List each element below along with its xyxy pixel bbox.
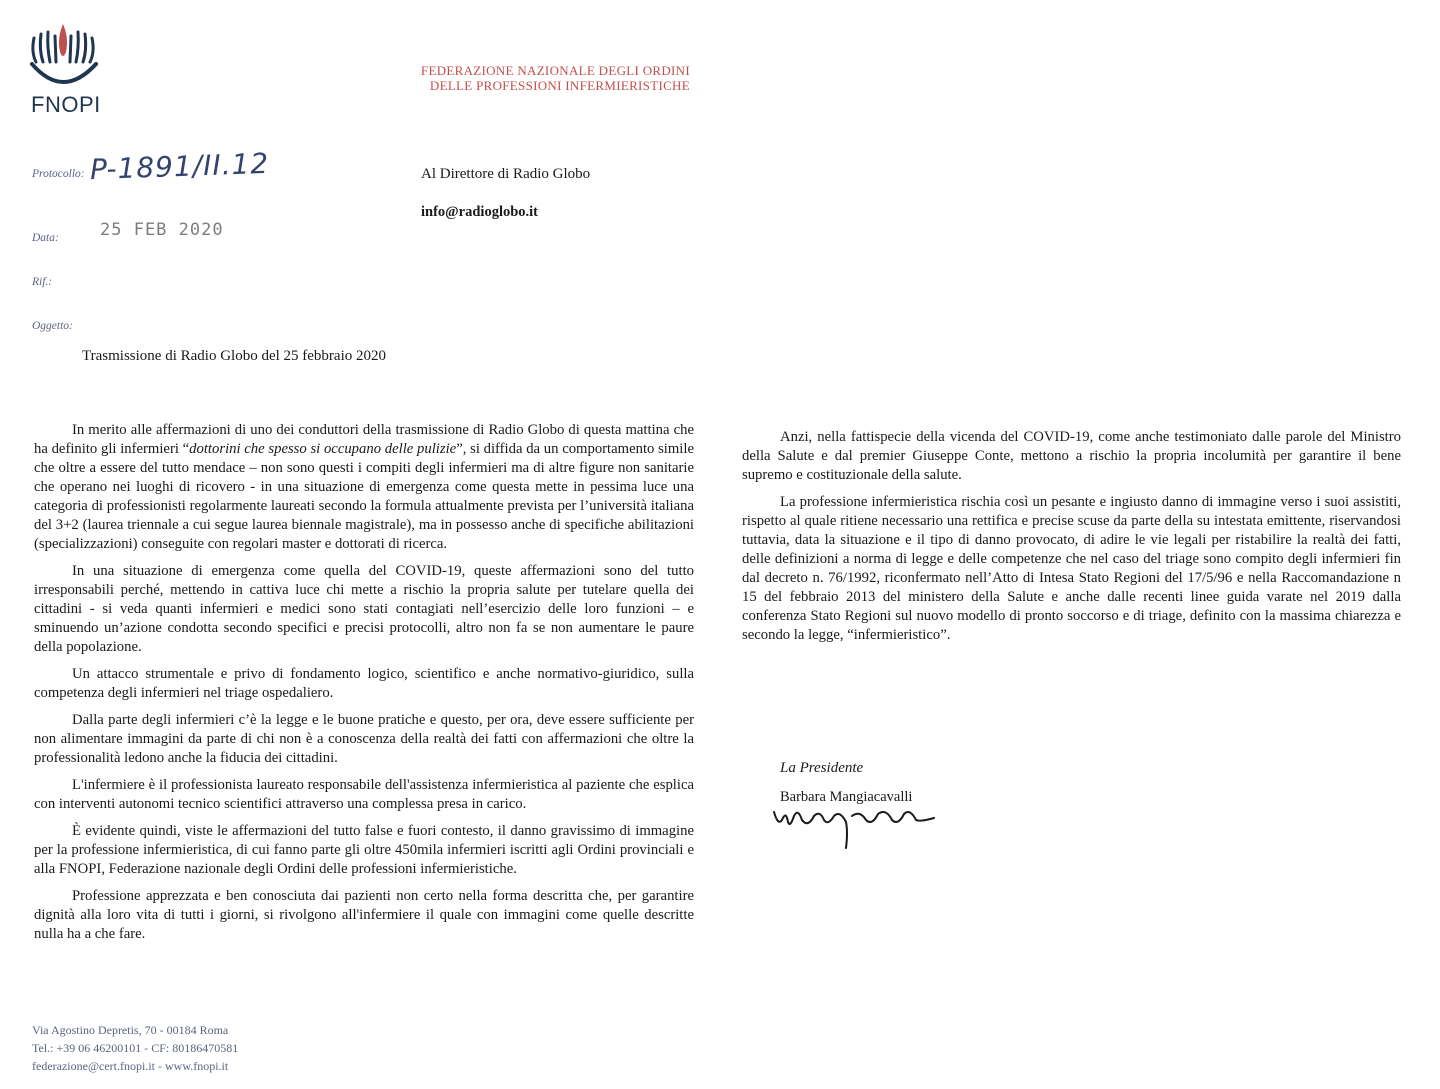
paragraph: La professione infermieristica rischia così un pesante e ingiusto danno di immagine verso i suoi assistiti, rispetto al quale ritiene necessario una rettifica e precise scuse da parte della su intestata emittente, riservandosi tuttavia, data la situazione e il tipo di danno provocato, di adire le vie legali per ristabilire la realtà dei fatti, delle definizioni a norma di legge e delle competenze che nel caso del triage sono compito degli infermieri fin dal decreto n. 76/1992, riconfermato nell’Atto di Intesa Stato Regioni del 17/5/96 e nella Raccomandazione n 15 del febbraio 2013 del ministero della Salute e anche dalle recenti linee guida varate nel 2019 dalla conferenza Stato Regioni sul nuovo modello di pronto soccorso e di triage, definito con la massima chiarezza e secondo la legge, “infermieristico”. [742,494,1401,643]
subject-line: Trasmissione di Radio Globo del 25 febbraio 2020 [82,348,387,364]
handwritten-signature [768,790,948,865]
fnopi-logo [26,22,106,118]
protocollo-value: P-1891/II.12 [89,146,270,187]
paragraph: In una situazione di emergenza come quella del COVID-19, queste affermazioni sono del tutto irresponsabili perché, mettendo in cattiva luce chi mette a rischio la propria salute per tutelare quella dei cittadini - si veda quanti infermieri e medici sono stati contagiati nell’esercizio delle loro funzioni – e sminuendo un’azione condotta secondo specifici e precisi protocolli, altro non fa se non aumentare le paure della popolazione. [34,563,694,655]
organization-header [360,63,690,93]
logo-emblem-icon [26,22,102,94]
signatory-title: La Presidente [780,760,864,776]
oggetto-label: Oggetto: [32,320,73,332]
footer-contacts: federazione@cert.fnopi.it - www.fnopi.it [32,1059,229,1073]
data-label: Data: [32,232,59,244]
recipient-line: Al Direttore di Radio Globo [421,166,591,182]
footer-phone: Tel.: +39 06 46200101 - CF: 80186470581 [32,1041,239,1055]
paragraph: È evidente quindi, viste le affermazioni del tutto false e fuori contesto, il danno gravissimo di immagine per la professione infermieristica, di cui fanno parte gli oltre 450mila infermieri iscritti agli Ordini provinciali e alla FNOPI, Federazione nazionale degli Ordini delle professioni infermieristiche. [34,823,694,877]
paragraph: Professione apprezzata e ben conosciuta dai pazienti non certo nella forma descritta che, per garantire dignità alla loro vita di tutti i giorni, si rivolgono all'infermiere il quale con immagini come quelle descritte nulla ha a che fare. [34,888,694,942]
footer-address: Via Agostino Depretis, 70 - 00184 Roma [32,1023,229,1037]
logo-text: FNOPI [31,92,101,117]
date-stamp: 25 FEB 2020 [100,220,224,240]
signatory-name: Barbara Mangiacavalli [780,789,913,805]
org-line-2: DELLE PROFESSIONI INFERMIERISTICHE [429,78,690,93]
org-line-1: FEDERAZIONE NAZIONALE DEGLI ORDINI [420,63,690,78]
quoted-phrase: dottorini che spesso si occupano delle pulizie [189,441,457,457]
paragraph: In merito alle affermazioni di uno dei conduttori della trasmissione di Radio Globo di questa mattina che ha definito gli infermieri “dottorini che spesso si occupano delle pulizie”, si diffida da un comportamento simile che oltre a essere del tutto mendace – non sono questi i compiti degli infermieri ma di altre figure non sanitarie che operano nei luoghi di ricovero - in una situazione di emergenza come questa mette in pessima luce una categoria di professionisti regolarmente laureati secondo la formula attualmente prevista per l’università italiana del 3+2 (laurea triennale a cui segue laurea biennale magistrale), ma in possesso anche di specifiche abilitazioni (specializzazioni) conseguite con regolari master e dottorati di ricerca. [34,422,694,552]
paragraph: Anzi, nella fattispecie della vicenda del COVID-19, come anche testimoniato dalle parole del Ministro della Salute e dal premier Giuseppe Conte, mettono a rischio la propria incolumità per garantire il bene supremo e costituzionale della salute. [742,429,1401,483]
protocollo-label: Protocollo: [32,168,85,180]
paragraph: L'infermiere è il professionista laureato responsabile dell'assistenza infermieristica al paziente che esplica con interventi autonomi tecnico scientifici attraverso una complessa presa in carico. [34,777,694,812]
rif-label: Rif.: [32,276,53,288]
recipient-email: info@radioglobo.it [421,204,539,220]
body-right-column [742,428,1401,653]
footer [32,1021,238,1075]
body-left-column [34,421,694,952]
paragraph: Un attacco strumentale e privo di fondamento logico, scientifico e anche normativo-giuridico, sulla competenza degli infermieri nel triage ospedaliero. [34,666,694,701]
paragraph: Dalla parte degli infermieri c’è la legge e le buone pratiche e questo, per ora, deve essere sufficiente per non alimentare immagini da parte di chi non è a conoscenza della realtà dei fatti con affermazioni che oltre la professionalità ledono anche la fiducia dei cittadini. [34,712,694,766]
